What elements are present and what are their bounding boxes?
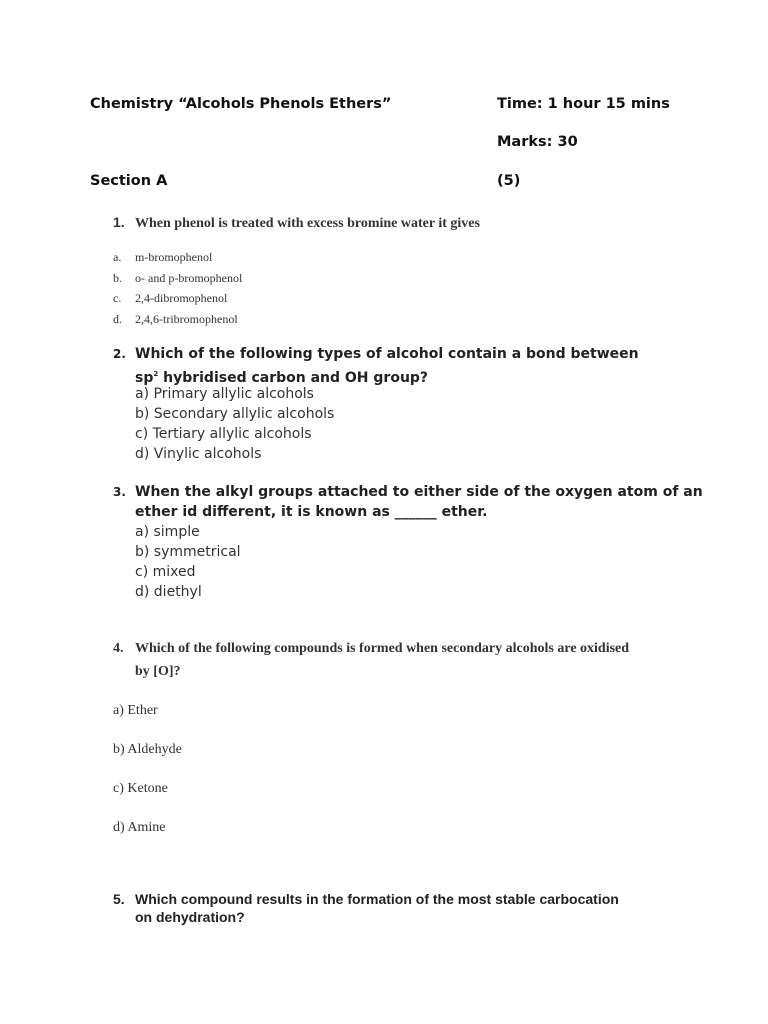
question-5 <box>113 890 619 926</box>
option-text: m-bromophenol <box>135 250 213 264</box>
option-letter: c. <box>113 291 122 305</box>
option-letter: b. <box>113 270 122 285</box>
option-item: a) Primary allylic alcohols <box>135 386 314 402</box>
question-number: 2. <box>113 347 126 361</box>
question-line <box>113 483 703 503</box>
question-text: Which compound results in the formation of the most stable carbocation <box>135 891 619 907</box>
option-item: c) Ketone <box>113 781 168 796</box>
question-4-options <box>113 702 182 858</box>
option-item <box>113 312 242 333</box>
section-marks: (5) <box>497 173 521 189</box>
question-text: hybridised carbon and OH group? <box>158 370 429 386</box>
question-2 <box>113 345 639 465</box>
sp-text: sp <box>135 370 154 386</box>
question-number: 1. <box>113 214 125 230</box>
question-4 <box>113 640 629 686</box>
option-item: d) Vinylic alcohols <box>135 446 262 462</box>
option-item <box>113 291 242 312</box>
question-1-options <box>113 250 242 332</box>
question-line <box>113 890 619 908</box>
option-item: b) symmetrical <box>135 544 241 560</box>
question-line <box>113 640 629 663</box>
question-1 <box>113 214 480 232</box>
question-line: ether id different, it is known as ______ ether. <box>135 504 488 520</box>
question-text: When the alkyl groups attached to either side of the oxygen atom of an <box>135 484 703 500</box>
question-3 <box>113 483 703 603</box>
option-item: c) Tertiary allylic alcohols <box>135 426 312 442</box>
question-text: Which of the following compounds is formed when secondary alcohols are oxidised <box>135 641 630 656</box>
option-item <box>113 250 242 271</box>
option-item: a) Ether <box>113 703 158 718</box>
question-line <box>113 345 639 365</box>
option-text: 2,4-dibromophenol <box>135 291 228 305</box>
option-item: a) simple <box>135 524 200 540</box>
exam-title: Chemistry “Alcohols Phenols Ethers” <box>90 96 392 112</box>
option-item: d) diethyl <box>135 584 202 600</box>
option-letter: d. <box>113 311 122 326</box>
question-number: 3. <box>113 485 126 499</box>
question-line <box>113 365 639 385</box>
option-text: o- and p-bromophenol <box>135 270 243 285</box>
superscript: 2 <box>153 370 159 378</box>
option-letter: a. <box>113 250 122 264</box>
exam-time: Time: 1 hour 15 mins <box>497 96 670 112</box>
exam-marks: Marks: 30 <box>497 134 578 150</box>
question-number: 5. <box>113 891 125 907</box>
section-title: Section A <box>90 173 168 189</box>
question-line: on dehydration? <box>135 909 245 925</box>
option-item: c) mixed <box>135 564 196 580</box>
option-item: b) Aldehyde <box>113 742 182 757</box>
question-text: When phenol is treated with excess bromine water it gives <box>135 216 480 231</box>
question-line: by [O]? <box>135 664 181 679</box>
option-item <box>113 271 242 292</box>
option-text: 2,4,6-tribromophenol <box>135 311 238 326</box>
option-item: d) Amine <box>113 820 166 835</box>
option-item: b) Secondary allylic alcohols <box>135 406 335 422</box>
question-number: 4. <box>113 641 124 656</box>
question-text: Which of the following types of alcohol contain a bond between <box>135 346 639 362</box>
